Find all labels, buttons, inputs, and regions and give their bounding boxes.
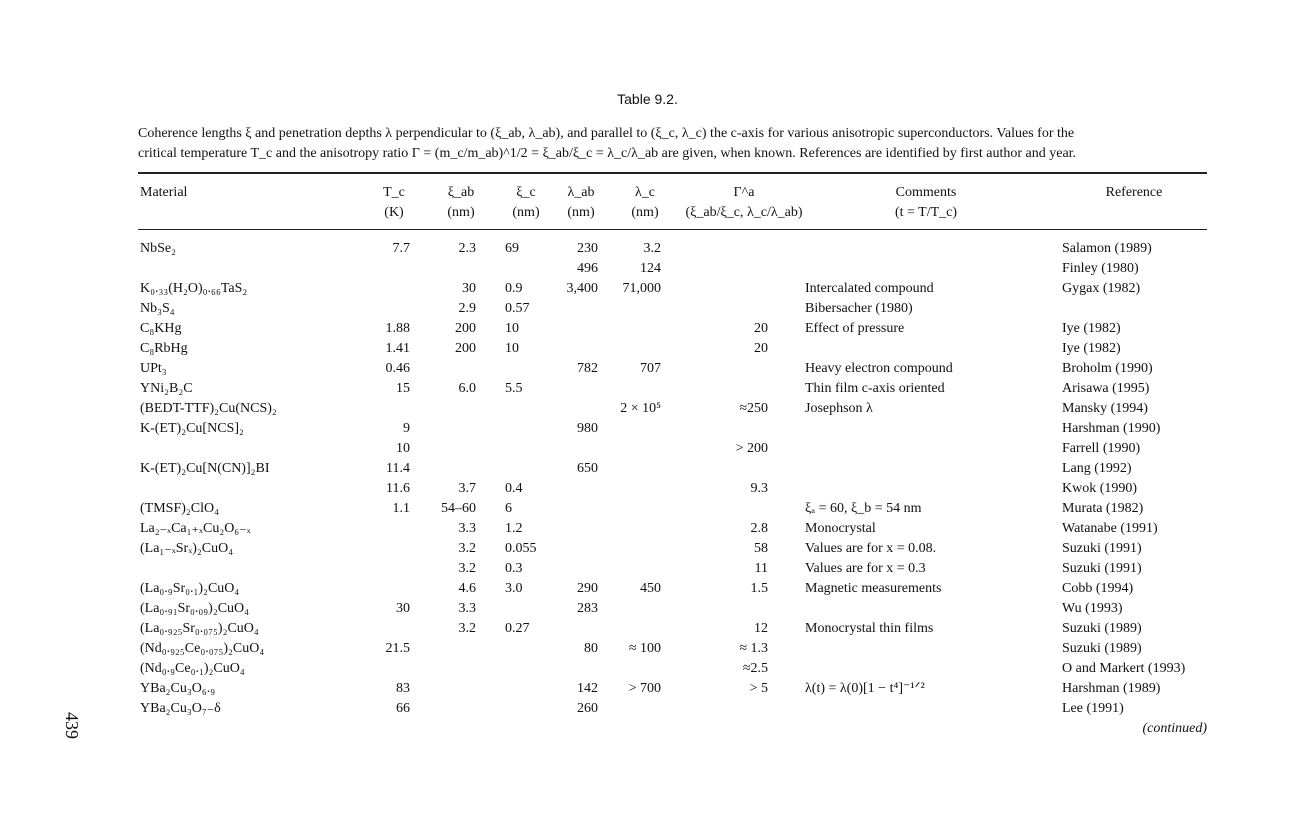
cell-gamma: 20 <box>754 321 768 336</box>
cell-ref: Suzuki (1991) <box>1062 541 1142 556</box>
cell-lambda-ab: 782 <box>577 361 598 376</box>
cell-xi-ab: 2.9 <box>458 301 476 316</box>
cell-ref: Arisawa (1995) <box>1062 381 1150 396</box>
cell-material: YBa₂Cu₃O₇₋δ <box>140 701 221 716</box>
cell-ref: Murata (1982) <box>1062 501 1144 516</box>
cell-xi-c: 10 <box>505 321 519 336</box>
cell-tc: 11.4 <box>386 461 410 476</box>
cell-xi-c: 6 <box>505 501 512 516</box>
cell-lambda-c: 124 <box>640 261 661 276</box>
header-xi-ab: ξ_ab <box>447 185 475 200</box>
header-gamma-unit: (ξ_ab/ξ_c, λ_c/λ_ab) <box>685 205 803 220</box>
cell-xi-ab: 4.6 <box>458 581 476 596</box>
cell-xi-ab: 2.3 <box>458 241 476 256</box>
header-gamma: Γ^a <box>733 185 755 200</box>
cell-xi-ab: 3.3 <box>458 601 476 616</box>
cell-ref: Salamon (1989) <box>1062 241 1152 256</box>
caption-line-1: Coherence lengths ξ and penetration depths λ perpendicular to (ξ_ab, λ_ab), and parallel to (ξ_c, λ_c) the c-axis for various anisotropic superconductors. Values for the <box>138 126 1075 141</box>
cell-xi-ab: 3.2 <box>458 621 476 636</box>
cell-comment: Values are for x = 0.3 <box>805 561 926 576</box>
cell-tc: 9 <box>403 421 410 436</box>
cell-lambda-c: ≈ 100 <box>628 641 661 656</box>
cell-ref: Cobb (1994) <box>1062 581 1134 596</box>
cell-material: (TMSF)₂ClO₄ <box>140 501 219 516</box>
cell-comment: Magnetic measurements <box>805 581 942 596</box>
cell-gamma: > 200 <box>735 441 768 456</box>
cell-tc: 7.7 <box>392 241 410 256</box>
cell-material: La₂₋ₓCa₁₊ₓCu₂O₆₋ₓ <box>140 521 251 536</box>
cell-material: (La₀.₉₂₅Sr₀.₀₇₅)₂CuO₄ <box>140 621 259 636</box>
cell-lambda-c: 707 <box>640 361 661 376</box>
cell-gamma: ≈ 1.3 <box>739 641 768 656</box>
header-lambda-c: λ_c <box>634 185 656 200</box>
table-top-rule <box>138 172 1207 174</box>
cell-ref: Gygax (1982) <box>1062 281 1141 296</box>
cell-lambda-ab: 3,400 <box>566 281 598 296</box>
cell-xi-ab: 6.0 <box>458 381 476 396</box>
cell-lambda-ab: 980 <box>577 421 598 436</box>
cell-material: YNi₂B₂C <box>140 381 193 396</box>
cell-material: (La₁₋ₓSrₓ)₂CuO₄ <box>140 541 234 556</box>
cell-xi-c: 0.055 <box>505 541 537 556</box>
cell-tc: 21.5 <box>385 641 410 656</box>
cell-xi-ab: 3.7 <box>458 481 476 496</box>
cell-xi-c: 5.5 <box>505 381 523 396</box>
cell-lambda-c: > 700 <box>628 681 661 696</box>
cell-material: Nb₃S₄ <box>140 301 175 316</box>
cell-xi-c: 0.9 <box>505 281 523 296</box>
cell-material: YBa₂Cu₃O₆.₉ <box>140 681 216 696</box>
header-lambda-c-unit: (nm) <box>631 205 659 220</box>
cell-lambda-ab: 230 <box>577 241 598 256</box>
header-xi-c-unit: (nm) <box>512 205 540 220</box>
cell-material: (La₀.₉Sr₀.₁)₂CuO₄ <box>140 581 240 596</box>
cell-ref: Suzuki (1989) <box>1062 621 1142 636</box>
cell-ref: Iye (1982) <box>1062 321 1121 336</box>
cell-xi-c: 0.4 <box>505 481 523 496</box>
cell-lambda-ab: 496 <box>577 261 598 276</box>
cell-material: K-(ET)₂Cu[NCS]₂ <box>140 421 244 436</box>
cell-xi-ab: 30 <box>462 281 476 296</box>
cell-ref: O and Markert (1993) <box>1062 661 1186 676</box>
cell-tc: 30 <box>396 601 410 616</box>
cell-material: (BEDT-TTF)₂Cu(NCS)₂ <box>140 401 277 416</box>
cell-xi-ab: 3.2 <box>458 561 476 576</box>
cell-material: UPt₃ <box>140 361 167 376</box>
cell-material: NbSe₂ <box>140 241 176 256</box>
caption-line-2: critical temperature T_c and the anisotropy ratio Γ = (m_c/m_ab)^1/2 = ξ_ab/ξ_c = λ_c/λ_ab are given, when known. References are identified by first author and year. <box>138 146 1077 161</box>
cell-comment: λ(t) = λ(0)[1 − t⁴]⁻¹ᐟ² <box>805 681 925 696</box>
cell-material: (La₀.₉₁Sr₀.₀₉)₂CuO₄ <box>140 601 250 616</box>
cell-gamma: 20 <box>754 341 768 356</box>
table-header-rule <box>138 229 1207 230</box>
cell-xi-ab: 200 <box>455 341 476 356</box>
cell-material: C₈RbHg <box>140 341 188 356</box>
cell-ref: Finley (1980) <box>1062 261 1139 276</box>
cell-gamma: ≈2.5 <box>742 661 768 676</box>
header-reference: Reference <box>1105 185 1163 200</box>
table-caption <box>138 124 1208 164</box>
cell-ref: Iye (1982) <box>1062 341 1121 356</box>
cell-lambda-ab: 283 <box>577 601 598 616</box>
header-comments: Comments <box>895 185 957 200</box>
header-lambda-ab: λ_ab <box>567 185 595 200</box>
cell-gamma: 2.8 <box>750 521 768 536</box>
header-material: Material <box>140 185 188 200</box>
cell-comment: Values are for x = 0.08. <box>805 541 937 556</box>
cell-ref: Lee (1991) <box>1062 701 1124 716</box>
cell-ref: Mansky (1994) <box>1062 401 1148 416</box>
cell-material: (Nd₀.₉₂₅Ce₀.₀₇₅)₂CuO₄ <box>140 641 265 656</box>
cell-ref: Kwok (1990) <box>1062 481 1138 496</box>
header-xi-c: ξ_c <box>516 185 536 200</box>
cell-lambda-ab: 260 <box>577 701 598 716</box>
cell-ref: Suzuki (1991) <box>1062 561 1142 576</box>
cell-gamma: 58 <box>754 541 768 556</box>
cell-ref: Suzuki (1989) <box>1062 641 1142 656</box>
cell-material: (Nd₀.₉Ce₀.₁)₂CuO₄ <box>140 661 245 676</box>
cell-material: K₀.₃₃(H₂O)₀.₆₆TaS₂ <box>140 281 248 296</box>
cell-lambda-ab: 80 <box>584 641 598 656</box>
cell-material: C₈KHg <box>140 321 182 336</box>
cell-gamma: 1.5 <box>750 581 768 596</box>
cell-gamma: 9.3 <box>750 481 768 496</box>
header-xi-ab-unit: (nm) <box>447 205 475 220</box>
cell-ref: Broholm (1990) <box>1062 361 1153 376</box>
cell-lambda-ab: 290 <box>577 581 598 596</box>
cell-tc: 0.46 <box>385 361 410 376</box>
cell-lambda-c: 71,000 <box>622 281 661 296</box>
cell-tc: 10 <box>396 441 410 456</box>
cell-tc: 1.41 <box>385 341 410 356</box>
cell-comment: ξₐ = 60, ξ_b = 54 nm <box>805 501 922 516</box>
table-title: Table 9.2. <box>617 91 678 107</box>
cell-lambda-ab: 650 <box>577 461 598 476</box>
cell-gamma: > 5 <box>749 681 768 696</box>
cell-lambda-c: 450 <box>640 581 661 596</box>
cell-tc: 83 <box>396 681 410 696</box>
page-number: 439 <box>62 712 82 739</box>
cell-tc: 66 <box>396 701 410 716</box>
cell-material: K-(ET)₂Cu[N(CN)]₂BI <box>140 461 270 476</box>
cell-xi-c: 0.27 <box>505 621 530 636</box>
cell-lambda-ab: 142 <box>577 681 598 696</box>
header-tc-unit: (K) <box>384 205 404 220</box>
cell-comment: Monocrystal <box>805 521 876 536</box>
cell-ref: Watanabe (1991) <box>1062 521 1158 536</box>
header-comments-unit: (t = T/T_c) <box>894 205 958 220</box>
cell-xi-ab: 200 <box>455 321 476 336</box>
cell-tc: 1.1 <box>392 501 410 516</box>
cell-tc: 15 <box>396 381 410 396</box>
cell-gamma: ≈250 <box>739 401 768 416</box>
cell-xi-ab: 54–60 <box>441 501 476 516</box>
cell-ref: Wu (1993) <box>1062 601 1123 616</box>
cell-comment: Bibersacher (1980) <box>805 301 913 316</box>
cell-ref: Harshman (1989) <box>1062 681 1161 696</box>
cell-comment: Intercalated compound <box>805 281 934 296</box>
cell-comment: Thin film c-axis oriented <box>805 381 945 396</box>
cell-ref: Harshman (1990) <box>1062 421 1161 436</box>
cell-gamma: 11 <box>754 561 768 576</box>
continued-note: (continued) <box>1142 721 1207 736</box>
cell-xi-c: 1.2 <box>505 521 523 536</box>
cell-ref: Farrell (1990) <box>1062 441 1141 456</box>
cell-ref: Lang (1992) <box>1062 461 1132 476</box>
cell-gamma: 12 <box>754 621 768 636</box>
cell-tc: 11.6 <box>386 481 410 496</box>
cell-tc: 1.88 <box>385 321 410 336</box>
cell-comment: Monocrystal thin films <box>805 621 934 636</box>
cell-comment: Josephson λ <box>805 401 873 416</box>
cell-lambda-c: 3.2 <box>643 241 661 256</box>
cell-xi-ab: 3.3 <box>458 521 476 536</box>
cell-xi-c: 3.0 <box>505 581 523 596</box>
cell-xi-c: 69 <box>505 241 519 256</box>
header-lambda-ab-unit: (nm) <box>567 205 595 220</box>
cell-xi-c: 10 <box>505 341 519 356</box>
cell-comment: Effect of pressure <box>805 321 905 336</box>
cell-lambda-c: 2 × 10⁵ <box>620 401 661 416</box>
cell-xi-c: 0.57 <box>505 301 530 316</box>
cell-comment: Heavy electron compound <box>805 361 953 376</box>
cell-xi-ab: 3.2 <box>458 541 476 556</box>
cell-xi-c: 0.3 <box>505 561 523 576</box>
header-tc: T_c <box>383 185 405 200</box>
